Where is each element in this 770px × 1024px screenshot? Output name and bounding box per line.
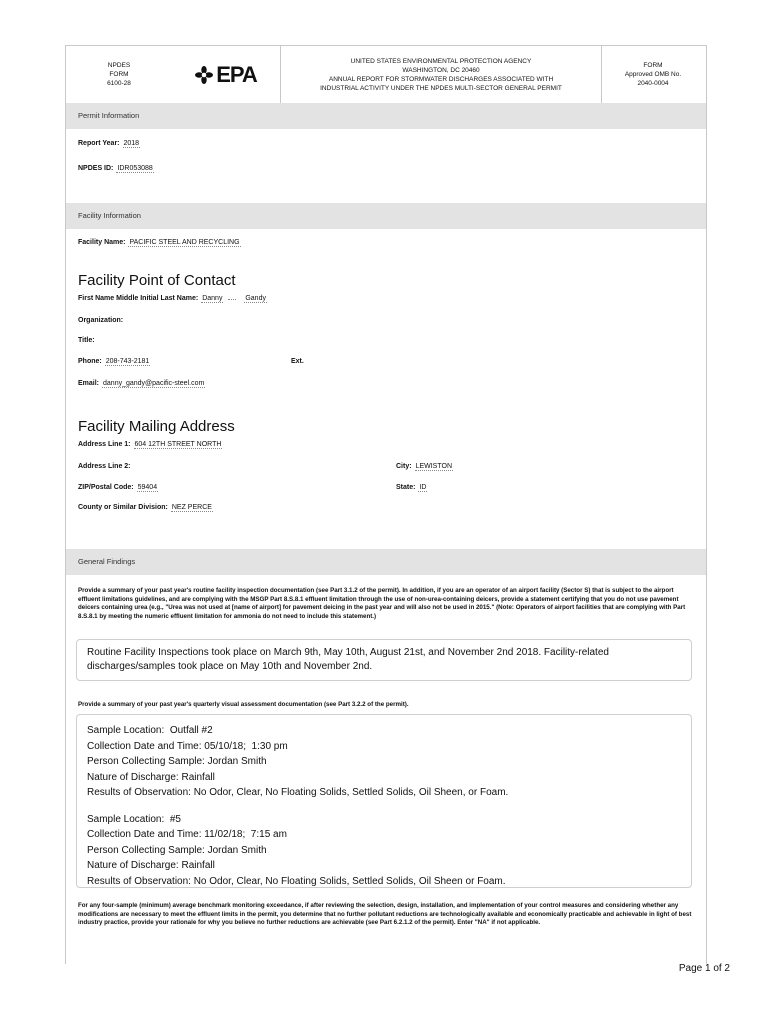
title-label: Title:: [78, 337, 95, 344]
npdes-id-field: NPDES ID: IDR053088: [78, 165, 153, 172]
npdes-id-value[interactable]: IDR053088: [117, 165, 153, 172]
last-name-value[interactable]: Gandy: [245, 295, 266, 302]
assessment-line: Collection Date and Time: 05/10/18; 1:30 pm: [87, 740, 288, 752]
assessment-line: Person Collecting Sample: Jordan Smith: [87, 756, 267, 767]
annual-report-form: [65, 45, 707, 964]
section-facility-information: Facility Information: [66, 203, 706, 229]
inspection-question: Provide a summary of your past year's routine facility inspection documentation (see Part 3.1.2 of the permit). In addition, if you are an operator of an airport facility (Sector S) that is subject to the airport effluent limitations guidelines, and are complying with the MSGP Part 8.S.8.1 effluent limitation through the use of non-urea-containing deicers, provide a statement certifying that you do not use pavement deicers containing urea (e.g., "Urea was not used at [name of airport] for pavement deicing in the past year and will also not be used in 2015." (Note: Operators of airport facilities that are complying with Part 8.S.8.1 by meeting the numeric effluent limitation for ammonia do not need to include this statement.): [78, 587, 686, 620]
mailing-heading: Facility Mailing Address: [78, 418, 235, 435]
facility-name-value[interactable]: PACIFIC STEEL AND RECYCLING: [129, 239, 240, 246]
contact-name-field: First Name Middle Initial Last Name: Danny Gandy: [78, 295, 266, 302]
omb-approval: FORM Approved OMB No. 2040-0004: [624, 62, 682, 87]
assessment-spacer: [87, 801, 681, 812]
city-value[interactable]: LEWISTON: [415, 463, 452, 470]
page-number: Page 1 of 2: [678, 963, 730, 974]
benchmark-question: For any four-sample (minimum) average benchmark monitoring exceedance, if after reviewing the selection, design, installation, and implementation of your control measures and considering whether any modifications are necessary to meet the effluent limits in the permit, you determine that no further pollutant reductions are technologically available and economically practicable and achievable in light of best industry practice, provide your rationale for why you believe no further reductions are achievable (see Part 6.2.1.2 of the permit). Enter "NA" if not applicable.: [78, 902, 692, 927]
agency-title: UNITED STATES ENVIRONMENTAL PROTECTION AGENCY WASHINGTON, DC 20460 ANNUAL REPORT FOR STORMWATER DISCHARGES ASSOCIATED WITH INDUSTRIAL ACTIVITY UNDER THE NPDES MULTI-SECTOR GENERAL PERMIT: [280, 46, 602, 103]
npdes-form-id: NPDES FORM 6100-28: [107, 62, 131, 87]
epa-wordmark: EPA: [216, 62, 257, 87]
zip-field: ZIP/Postal Code: 59404: [78, 484, 158, 491]
epa-flower-icon: [195, 66, 213, 84]
email-value[interactable]: danny_gandy@pacific-steel.com: [103, 380, 205, 387]
assessment-line: Sample Location: Outfall #2: [87, 725, 213, 736]
facility-name-field: Facility Name: PACIFIC STEEL AND RECYCLING: [78, 239, 240, 246]
first-name-value[interactable]: Danny: [202, 295, 223, 302]
middle-initial-value[interactable]: [228, 299, 236, 300]
assessment-line: Sample Location: #5: [87, 813, 181, 825]
assessment-line: Nature of Discharge: Rainfall: [87, 771, 215, 783]
address-line1-field: Address Line 1: 604 12TH STREET NORTH: [78, 441, 222, 448]
phone-value[interactable]: 208-743-2181: [105, 358, 150, 365]
report-year-value[interactable]: 2018: [123, 140, 140, 147]
assessment-line: Results of Observation: No Odor, Clear, No Floating Solids, Settled Solids, Oil Sheen, or Foam.: [87, 787, 509, 798]
epa-logo: [172, 46, 280, 103]
state-field: State: ID: [396, 484, 427, 491]
visual-assessment-textarea[interactable]: [76, 714, 692, 888]
address-line2-label: Address Line 2:: [78, 463, 131, 470]
assessment-line: Person Collecting Sample: Jordan Smith: [87, 844, 267, 856]
phone-field: Phone: 208-743-2181: [78, 358, 150, 365]
section-permit-information: Permit Information: [66, 103, 706, 129]
contact-heading: Facility Point of Contact: [78, 272, 236, 289]
organization-label: Organization:: [78, 317, 124, 324]
county-value[interactable]: NEZ PERCE: [171, 504, 212, 511]
email-field: Email: danny_gandy@pacific-steel.com: [78, 380, 205, 387]
assessment-line: Nature of Discharge: Rainfall: [87, 860, 215, 871]
state-value[interactable]: ID: [419, 484, 427, 491]
address-line1-value[interactable]: 604 12TH STREET NORTH: [134, 441, 222, 448]
section-general-findings: General Findings: [66, 549, 706, 575]
zip-value[interactable]: 59404: [137, 484, 158, 491]
inspection-answer-textarea[interactable]: Routine Facility Inspections took place on March 9th, May 10th, August 21st, and November 2nd 2018. Facility-related discharges/samples took place on May 10th and November 2nd.: [76, 639, 692, 681]
report-year-field: Report Year: 2018: [78, 140, 140, 147]
county-field: County or Similar Division: NEZ PERCE: [78, 504, 212, 511]
ext-label: Ext.: [291, 358, 304, 365]
visual-assessment-question: Provide a summary of your past year's quarterly visual assessment documentation (see Part 3.2.2 of the permit).: [78, 701, 409, 708]
assessment-line: Results of Observation: No Odor, Clear, No Floating Solids, Settled Solids, Oil Sheen or Foam.: [87, 875, 506, 887]
form-header: [66, 46, 706, 104]
assessment-line: Collection Date and Time: 11/02/18; 7:15 am: [87, 829, 287, 840]
city-field: City: LEWISTON: [396, 463, 452, 470]
